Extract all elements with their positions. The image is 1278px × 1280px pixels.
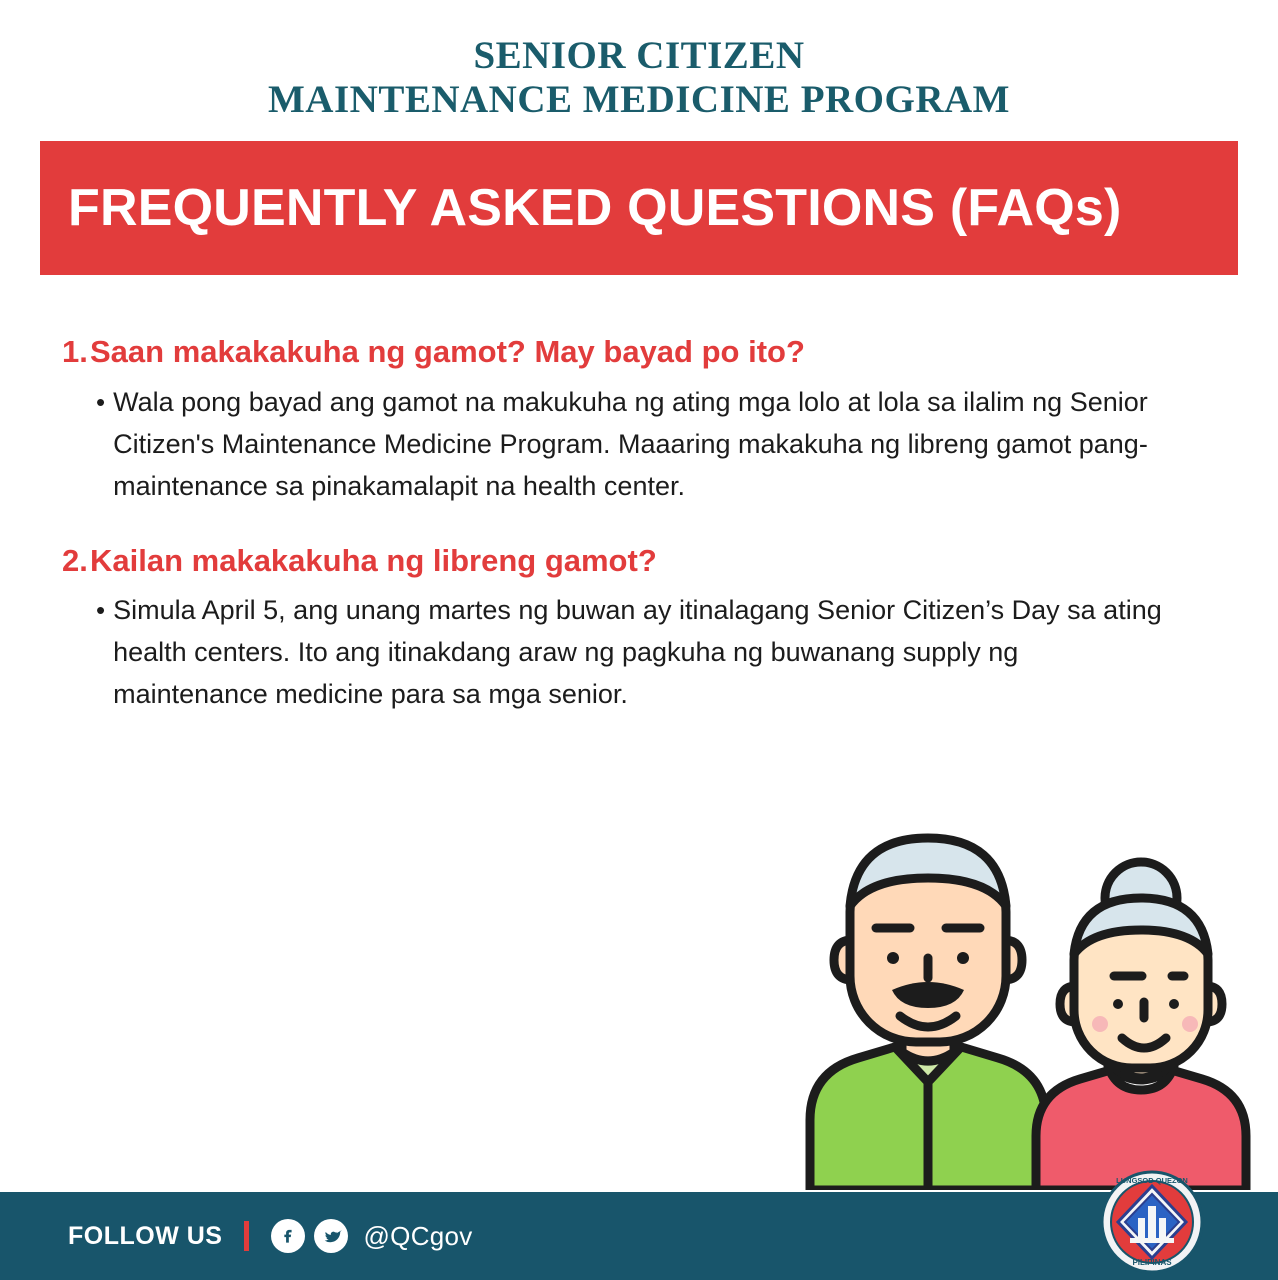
faq-question-text: Kailan makakakuha ng libreng gamot? [90,542,657,578]
senior-couple-illustration [792,790,1262,1190]
faq-item [52,333,1226,507]
faq-question [52,333,1226,372]
faq-item [52,542,1226,716]
seal-top-text: LUNGSOD QUEZON [1116,1176,1188,1185]
faq-list [0,275,1278,716]
faq-banner [40,141,1238,275]
faq-number: 1. [62,334,88,370]
follow-us-label: FOLLOW US [68,1221,223,1250]
bullet-glyph: • [96,595,106,626]
faq-answer-text: Wala pong bayad ang gamot na makukuha ng ating mga lolo at lola sa ilalim ng Senior Citizen's Maintenance Medicine Program. Maaaring makakuha ng libreng gamot pang-maintenance sa pinakamalapit na health center. [113,387,1148,501]
quezon-city-seal [1100,1170,1204,1274]
social-handle[interactable]: @QCgov [363,1220,473,1251]
page-title [0,0,1278,121]
faq-number: 2. [62,542,88,578]
footer-social-group [0,1219,473,1253]
facebook-icon[interactable] [271,1219,305,1253]
faq-question [52,542,1226,581]
faq-question-text: Saan makakakuha ng gamot? May bayad po ito? [90,334,805,370]
divider [244,1221,249,1251]
bullet-glyph: • [96,387,106,418]
page-title-line2: MAINTENANCE MEDICINE PROGRAM [268,77,1010,121]
faq-answer [52,590,1226,716]
footer-bar [0,1176,1278,1280]
faq-answer-text: Simula April 5, ang unang martes ng buwan ay itinalagang Senior Citizen’s Day sa ating health centers. Ito ang itinakdang araw ng pagkuha ng buwanang supply ng maintenance medicine para sa mga senior. [113,595,1162,710]
faq-banner-label: FREQUENTLY ASKED QUESTIONS (FAQs) [68,179,1122,238]
twitter-icon[interactable] [314,1219,348,1253]
faq-answer [52,382,1226,508]
page-title-line1: SENIOR CITIZEN [473,34,805,77]
seal-bottom-text: PILIPINAS [1132,1258,1172,1267]
